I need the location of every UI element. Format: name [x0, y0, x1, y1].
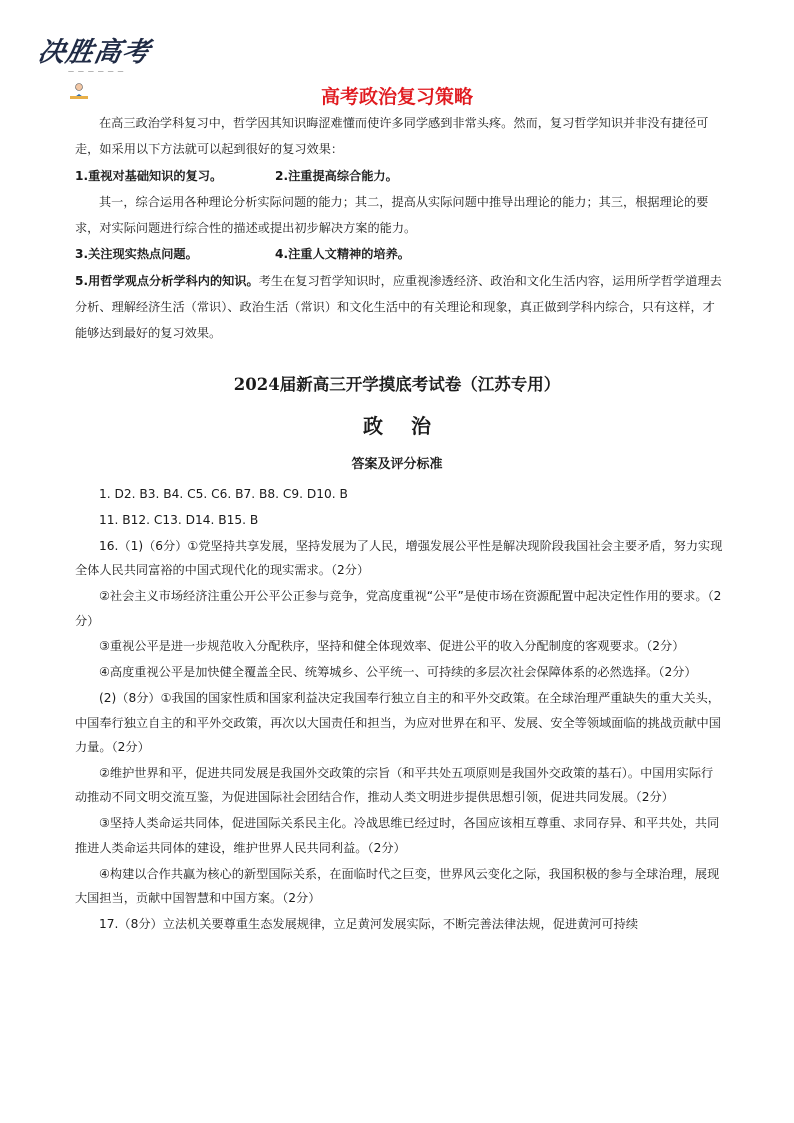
- method-1: 1.重视对基础知识的复习。: [75, 168, 223, 183]
- intro-paragraph: 在高三政治学科复习中，哲学因其知识晦涩难懂而使许多同学感到非常头疼。然而，复习哲学知识并非没有捷径可走，如采用以下方法就可以起到很好的复习效果：: [75, 116, 709, 157]
- mc-answers-2: 11. B12. C13. D14. B15. B: [99, 512, 259, 527]
- method-row-3-4: [75, 241, 723, 267]
- method-5-text: 考生在复习哲学知识时，应重视渗透经济、政治和文化生活内容，运用所学哲学道理去分析、理解经济生活（常识）、政治生活（常识）和文化生活中的有关理论和现象，真正做到学科内综合，只有这样，才能够达到最好的复习效果。: [75, 273, 722, 341]
- q16-part1-point4: ④高度重视公平是加快健全覆盖全民、统筹城乡、公平统一、可持续的多层次社会保障体系的必然选择。（2分）: [99, 665, 697, 680]
- q16-part1-point2: ②社会主义市场经济注重公开公平公正参与竞争，党高度重视“公平”是使市场在资源配置中起决定性作用的要求。（2分）: [75, 589, 722, 628]
- q16-part1-point1: 16.（1)（6分）①党坚持共享发展，坚持发展为了人民，增强发展公平性是解决现阶段我国社会主要矛盾，努力实现全体人民共同富裕的中国式现代化的现实需求。（2分）: [75, 538, 723, 578]
- answer-standard-title: 答案及评分标准: [351, 457, 443, 472]
- q16-part1-point3: ③重视公平是进一步规范收入分配秩序，坚持和健全体现效率、促进公平的收入分配制度的客观要求。（2分）: [99, 639, 685, 654]
- method-2: 2.注重提高综合能力。: [275, 168, 398, 183]
- q16-part2-point2: ②维护世界和平，促进共同发展是我国外交政策的宗旨（和平共处五项原则是我国外交政策的基石）。中国用实际行动推动不同文明交流互鉴，为促进国际社会团结合作，推动人类文明进步提供思想引领，促进共同发展。（2分）: [75, 765, 714, 805]
- review-strategy-section: [75, 110, 723, 347]
- logo-text: 决胜高考: [35, 37, 153, 68]
- subject-title: 政治: [363, 414, 459, 438]
- method-row-1-2: [75, 163, 723, 189]
- method-2-detail: 其一，综合运用各种理论分析实际问题的能力；其二，提高从实际问题中推导出理论的能力；其三，根据理论的要求，对实际问题进行综合性的描述或提出初步解决方案的能力。: [75, 194, 709, 236]
- document-title: 高考政治复习策略: [320, 86, 473, 108]
- exam-title: 2024届新高三开学摸底考试卷（江苏专用）: [233, 375, 561, 394]
- method-4: 4.注重人文精神的培养。: [275, 247, 410, 262]
- logo-subtext: — — — — — —: [68, 68, 125, 75]
- method-5-heading: 5.用哲学观点分析学科内的知识。: [75, 273, 259, 288]
- mc-answers-1: 1. D2. B3. B4. C5. C6. B7. B8. C9. D10. B: [99, 487, 348, 501]
- q16-part2-point3: ③坚持人类命运共同体，促进国际关系民主化。冷战思维已经过时，各国应该相互尊重、求同存异、和平共处，共同推进人类命运共同体的建设，维护世界人民共同利益。（2分）: [75, 816, 720, 855]
- method-3: 3.关注现实热点问题。: [75, 247, 198, 262]
- method-5: [75, 268, 723, 347]
- q16-part2-point1: (2)（8分）①我国的国家性质和国家利益决定我国奉行独立自主的和平外交政策。在全球治理严重缺失的重大关头，中国奉行独立自主的和平外交政策，再次以大国责任和担当，为应对世界在和平、发展、安全等领域面临的挑战贡献中国力量。（2分）: [75, 691, 721, 755]
- answers-section: [75, 482, 723, 938]
- q17-answer: 17.（8分）立法机关要尊重生态发展规律，立足黄河发展实际，不断完善法律法规，促进黄河可持续: [99, 916, 639, 931]
- q16-part2-point4: ④构建以合作共赢为核心的新型国际关系，在面临时代之巨变，世界风云变化之际，我国积极的参与全球治理，展现大国担当，贡献中国智慧和中国方案。（2分）: [75, 866, 720, 905]
